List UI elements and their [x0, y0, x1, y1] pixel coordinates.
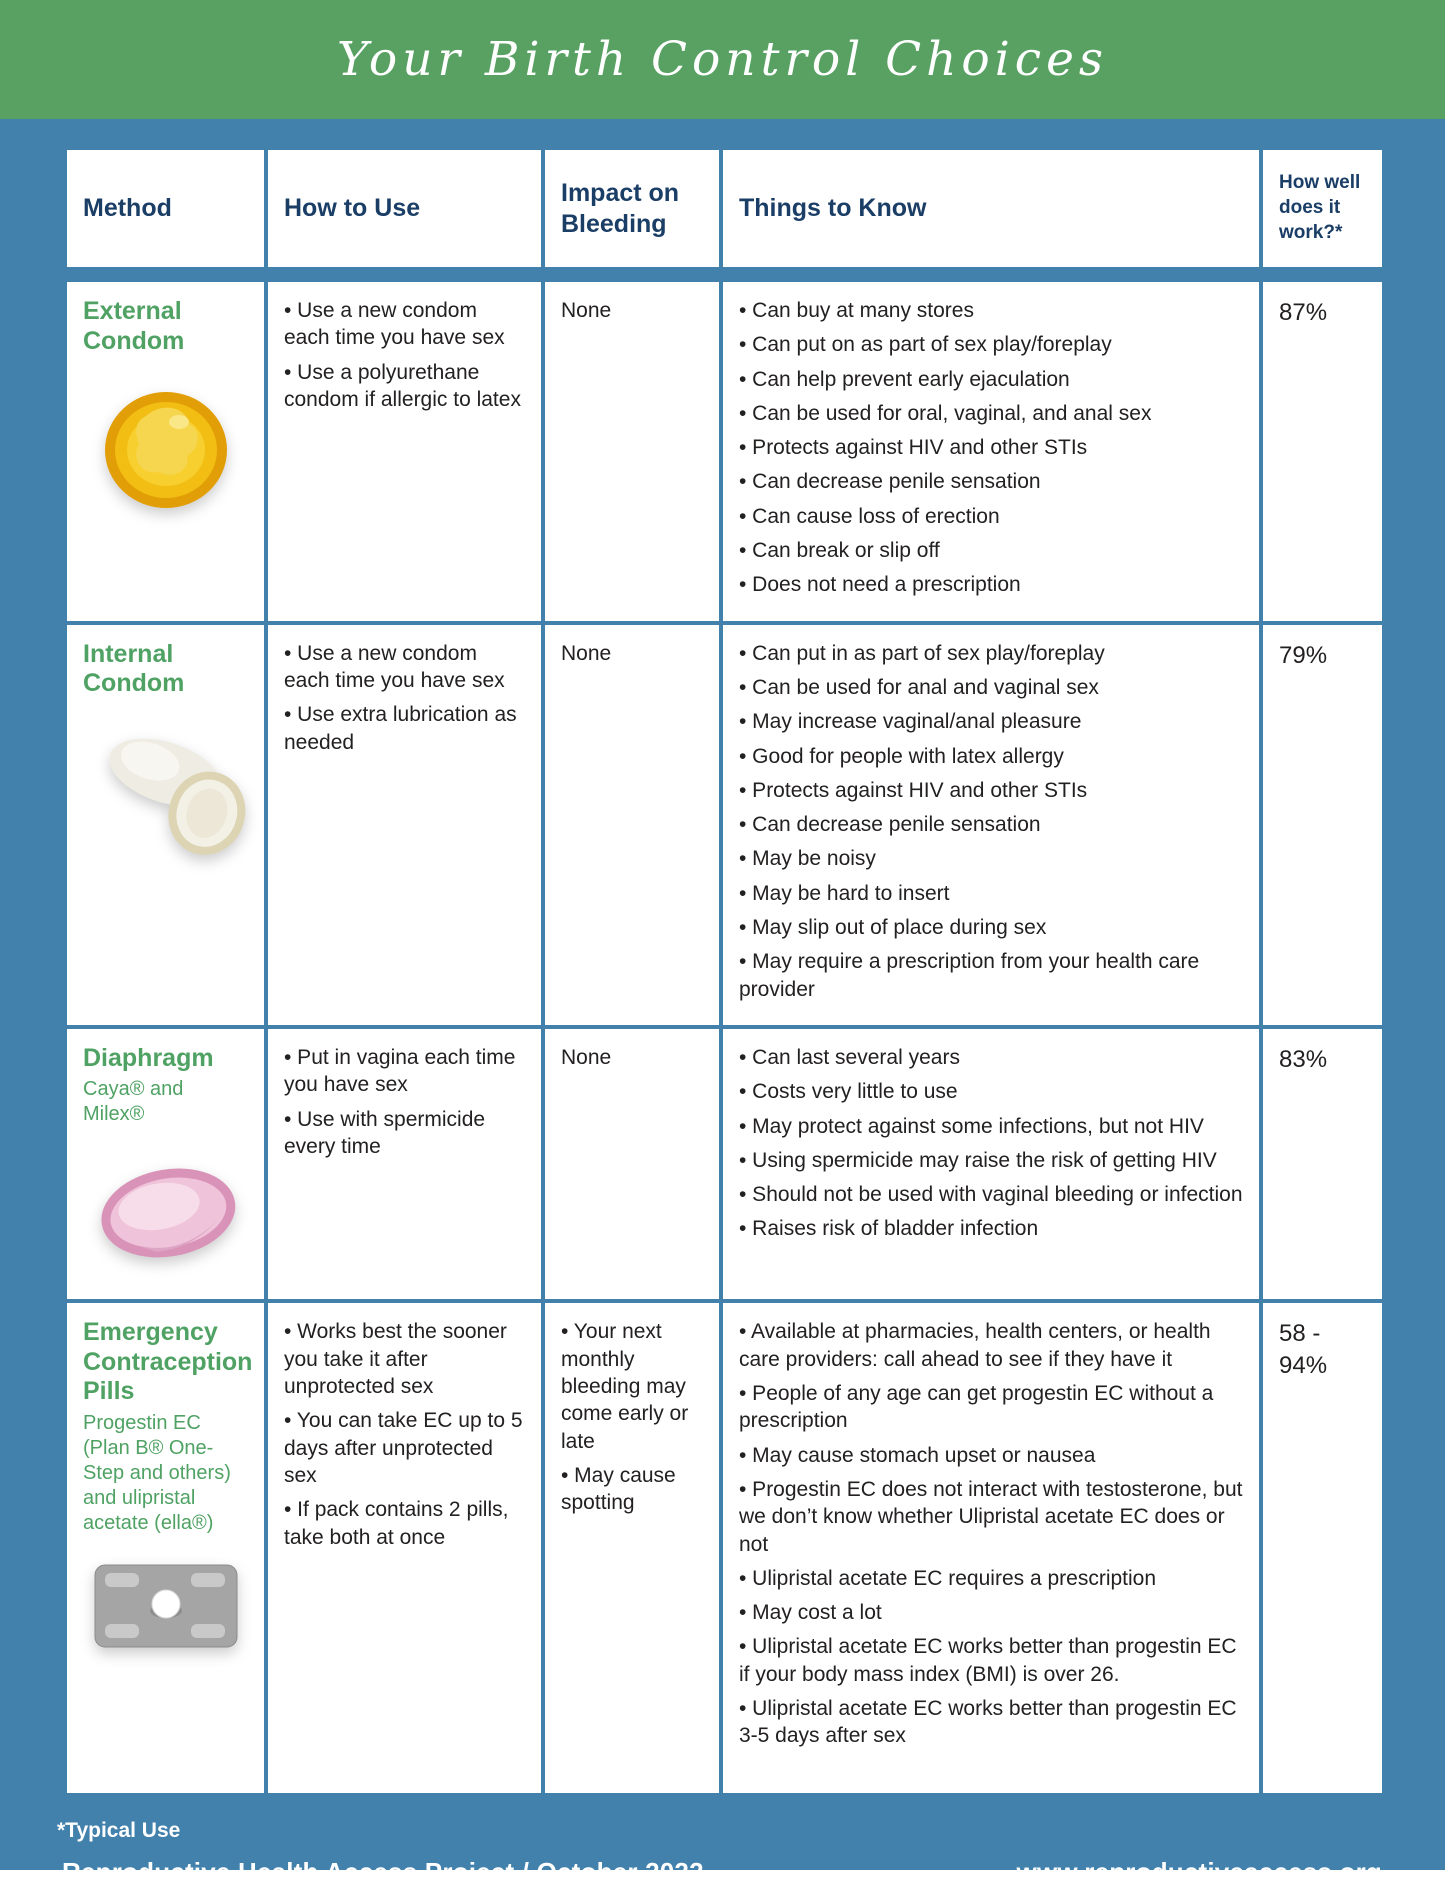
- things-to-know-item: • Can cause loss of erection: [739, 504, 1000, 528]
- column-header-how-well-does-it-work: [1263, 150, 1382, 267]
- column-header-impact-on-bleeding: [545, 150, 719, 267]
- things-to-know-item: • May be noisy: [739, 847, 876, 871]
- credit-line: Reproductive Health Access Project / October 2022: [62, 1857, 704, 1888]
- effectiveness-cell: [1263, 1303, 1382, 1793]
- how-to-use-cell: [268, 282, 541, 621]
- header-separator: [67, 271, 1382, 278]
- method-name: Emergency Contraception Pills: [83, 1318, 253, 1406]
- things-to-know-item: • Costs very little to use: [739, 1080, 958, 1104]
- things-to-know-item: • Can buy at many stores: [739, 299, 974, 322]
- column-header-method: [67, 150, 264, 267]
- how-to-use-item: • Use a new condom each time you have sex: [284, 641, 505, 692]
- internal-condom-photo: [83, 721, 248, 881]
- column-header-label: How well does it work?*: [1279, 172, 1361, 243]
- how-to-use-item: • You can take EC up to 5 days after unprotected sex: [284, 1409, 523, 1487]
- things-to-know-item: • May protect against some infections, but not HIV: [739, 1114, 1204, 1138]
- things-to-know-item: • Good for people with latex allergy: [739, 744, 1064, 768]
- column-header-how-to-use: [268, 150, 541, 267]
- things-to-know-item: • Available at pharmacies, health centers, or health care providers: call ahead to see if they have it: [739, 1320, 1211, 1371]
- column-header-label: Impact on Bleeding: [561, 179, 680, 238]
- diaphragm-photo: [83, 1149, 248, 1284]
- column-header-things-to-know: [723, 150, 1259, 267]
- effectiveness-value: 83%: [1279, 1045, 1328, 1073]
- impact-on-bleeding-cell: [545, 625, 719, 1025]
- effectiveness-cell: [1263, 1029, 1382, 1300]
- how-to-use-item: • Put in vagina each time you have sex: [284, 1045, 516, 1097]
- how-to-use-item: • Works best the sooner you take it after unprotected sex: [284, 1320, 507, 1399]
- how-to-use-cell: [268, 1303, 541, 1793]
- how-to-use-cell: [268, 1029, 541, 1300]
- things-to-know-item: • People of any age can get progestin EC without a prescription: [739, 1382, 1214, 1433]
- column-header-label: Method: [83, 194, 172, 223]
- effectiveness-value: 87%: [1279, 299, 1328, 326]
- footer: [62, 1857, 1382, 1888]
- impact-item: • Your next monthly bleeding may come early or late: [561, 1320, 689, 1453]
- things-to-know-item: • Does not need a prescription: [739, 573, 1021, 597]
- things-to-know-item: • Can put in as part of sex play/foreplay: [739, 641, 1105, 665]
- impact-on-bleeding-cell: [545, 1303, 719, 1793]
- page-title: Your Birth Control Choices: [336, 32, 1109, 87]
- things-to-know-item: • May cost a lot: [739, 1601, 882, 1625]
- things-to-know-item: • May cause stomach upset or nausea: [739, 1443, 1096, 1467]
- things-to-know-item: • Can decrease penile sensation: [739, 470, 1041, 494]
- how-to-use-item: • If pack contains 2 pills, take both at once: [284, 1498, 509, 1549]
- things-to-know-cell: [723, 1029, 1259, 1300]
- things-to-know-item: • Protects against HIV and other STIs: [739, 778, 1088, 802]
- how-to-use-item: • Use extra lubrication as needed: [284, 703, 517, 754]
- effectiveness-cell: [1263, 282, 1382, 621]
- impact-item: None: [561, 641, 612, 665]
- things-to-know-item: • Can help prevent early ejaculation: [739, 367, 1070, 391]
- how-to-use-item: • Use a polyurethane condom if allergic to latex: [284, 360, 521, 411]
- things-to-know-item: • Can decrease penile sensation: [739, 813, 1041, 837]
- method-subtitle: Progestin EC (Plan B® One-Step and others) and ulipristal acetate (ella®): [83, 1411, 231, 1534]
- things-to-know-item: • Raises risk of bladder infection: [739, 1217, 1039, 1241]
- ec-pill-blister-photo: [83, 1558, 248, 1659]
- impact-on-bleeding-cell: [545, 1029, 719, 1300]
- things-to-know-item: • Can break or slip off: [739, 539, 940, 563]
- effectiveness-value: 58 - 94%: [1279, 1320, 1328, 1379]
- how-to-use-cell: [268, 625, 541, 1025]
- things-to-know-item: • May require a prescription from your health care provider: [739, 950, 1200, 1001]
- effectiveness-cell: [1263, 625, 1382, 1025]
- things-to-know-item: • Ulipristal acetate EC works better than progestin EC if your body mass index (BMI) is over 26.: [739, 1635, 1237, 1686]
- impact-on-bleeding-cell: [545, 282, 719, 621]
- method-cell-internal-condom: [67, 625, 264, 1025]
- things-to-know-item: • Progestin EC does not interact with testosterone, but we don’t know whether Ulipristal acetate EC does or not: [739, 1477, 1243, 1556]
- method-name: External Condom: [83, 297, 185, 355]
- things-to-know-item: • May be hard to insert: [739, 881, 950, 905]
- method-cell-emergency-contraception-pills: [67, 1303, 264, 1793]
- title-banner: [0, 0, 1445, 119]
- things-to-know-item: • Ulipristal acetate EC works better than progestin EC 3-5 days after sex: [739, 1697, 1237, 1748]
- column-header-label: How to Use: [284, 194, 421, 223]
- how-to-use-item: • Use a new condom each time you have sex: [284, 299, 505, 350]
- things-to-know-cell: [723, 282, 1259, 621]
- effectiveness-value: 79%: [1279, 641, 1328, 669]
- things-to-know-item: • Using spermicide may raise the risk of getting HIV: [739, 1148, 1217, 1172]
- things-to-know-cell: [723, 625, 1259, 1025]
- external-condom-photo: [83, 378, 248, 523]
- how-to-use-item: • Use with spermicide every time: [284, 1107, 486, 1158]
- birth-control-table: [67, 150, 1382, 1793]
- method-subtitle: Caya® and Milex®: [83, 1078, 184, 1126]
- method-cell-diaphragm: [67, 1029, 264, 1300]
- things-to-know-item: • Can be used for oral, vaginal, and anal sex: [739, 401, 1152, 425]
- things-to-know-item: • May slip out of place during sex: [739, 916, 1047, 940]
- column-header-label: Things to Know: [739, 194, 927, 223]
- things-to-know-item: • Can be used for anal and vaginal sex: [739, 675, 1099, 699]
- impact-item: • May cause spotting: [561, 1463, 676, 1515]
- impact-item: None: [561, 299, 612, 322]
- things-to-know-item: • Can last several years: [739, 1045, 960, 1069]
- things-to-know-item: • May increase vaginal/anal pleasure: [739, 710, 1082, 734]
- things-to-know-item: • Should not be used with vaginal bleeding or infection: [739, 1183, 1243, 1207]
- method-cell-external-condom: [67, 282, 264, 621]
- method-name: Diaphragm: [83, 1043, 214, 1072]
- things-to-know-item: • Ulipristal acetate EC requires a prescription: [739, 1566, 1157, 1590]
- things-to-know-cell: [723, 1303, 1259, 1793]
- things-to-know-item: • Protects against HIV and other STIs: [739, 436, 1088, 460]
- typical-use-footnote: *Typical Use: [57, 1819, 181, 1843]
- things-to-know-item: • Can put on as part of sex play/foreplay: [739, 333, 1112, 357]
- website-url: www.reproductiveaccess.org: [1016, 1857, 1382, 1888]
- method-name: Internal Condom: [83, 639, 185, 698]
- impact-item: None: [561, 1045, 612, 1069]
